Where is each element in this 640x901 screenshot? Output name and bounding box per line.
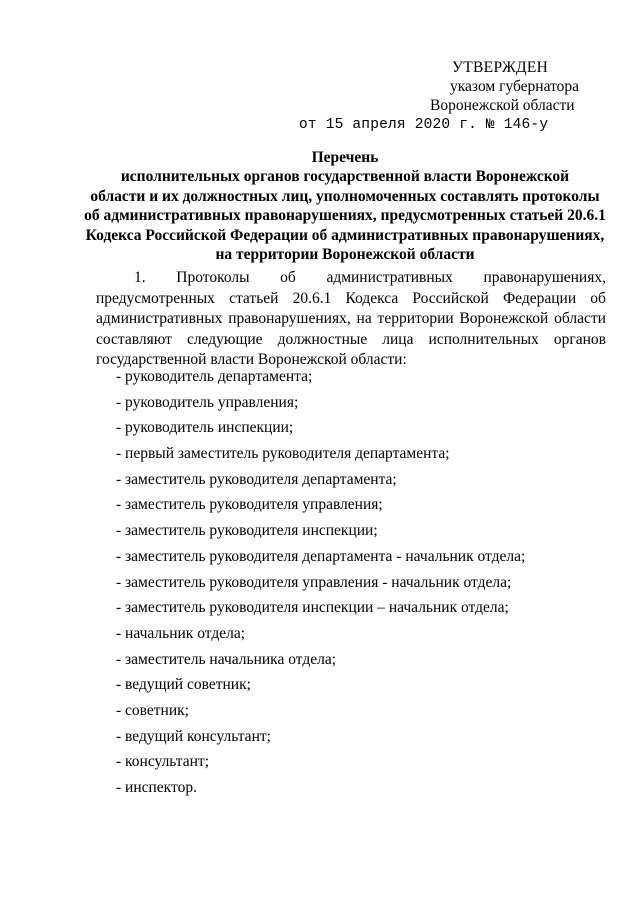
title-line: области и их должностных лиц, уполномоченных составлять протоколы: [90, 187, 600, 205]
list-item: - ведущий советник;: [116, 676, 251, 694]
word: на: [356, 310, 372, 327]
list-item: - ведущий консультант;: [116, 727, 271, 745]
decree-date-number: от 15 апреля 2020 г. № 146-у: [299, 117, 549, 133]
word: Воронежской: [459, 310, 549, 327]
list-item: - заместитель руководителя инспекции;: [116, 522, 378, 540]
list-item: - первый заместитель руководителя департамента;: [116, 445, 450, 463]
word: исполнительных: [428, 330, 539, 348]
approval-status: УТВЕРЖДЕН: [452, 59, 549, 76]
title-line: исполнительных органов государственной власти Воронежской: [120, 168, 570, 186]
document-title: [80, 148, 610, 264]
list-item: - руководитель управления;: [116, 393, 299, 411]
paragraph-line: [96, 330, 606, 351]
list-item: - инспектор.: [116, 779, 197, 796]
word: территории: [377, 310, 454, 327]
word: Российской: [412, 289, 489, 307]
section-number: 1.: [134, 269, 146, 286]
title-line: об административных правонарушениях, предусмотренных статьей 20.6.1: [84, 207, 606, 225]
word: об: [280, 269, 296, 286]
word: Кодекса: [345, 289, 399, 307]
paragraph-line: [96, 289, 606, 310]
approval-stamp: [430, 58, 630, 115]
word: 20.6.1: [292, 289, 332, 307]
word: правонарушениях,: [228, 310, 351, 327]
word: об: [590, 289, 606, 307]
word: Протоколы: [176, 269, 250, 286]
word: административных: [96, 310, 223, 327]
list-item: - консультант;: [116, 753, 209, 771]
word: лица: [382, 330, 414, 348]
list-item: - руководитель департамента;: [116, 368, 313, 385]
paragraph-line: [96, 309, 606, 330]
list-item: - заместитель руководителя управления;: [116, 496, 383, 514]
title-line: Кодекса Российской Федерации об административных правонарушениях,: [85, 226, 605, 244]
word: должностные: [277, 330, 368, 348]
title-heading: Перечень: [311, 149, 379, 166]
list-item: - заместитель руководителя управления - начальник отдела;: [116, 573, 512, 591]
title-line: на территории Воронежской области: [215, 246, 475, 264]
paragraph-line: [96, 268, 606, 289]
approval-by: указом губернатора: [450, 78, 580, 95]
word: органов: [553, 330, 606, 348]
word: правонарушениях,: [483, 269, 606, 286]
paragraph-line: государственной власти Воронежской области:: [96, 351, 407, 368]
list-item: - заместитель руководителя департамента - начальник отдела;: [116, 547, 526, 565]
word: Федерации: [502, 289, 577, 307]
list-item: - заместитель руководителя департамента;: [116, 470, 397, 488]
word: предусмотренных: [96, 289, 215, 307]
list-item: - заместитель начальника отдела;: [116, 650, 337, 668]
section-1-paragraph: [96, 268, 606, 371]
word: административных: [326, 269, 453, 286]
list-item: - начальник отдела;: [116, 624, 246, 642]
approval-region: Воронежской области: [430, 97, 575, 114]
list-item: - руководитель инспекции;: [116, 419, 294, 437]
word: статьей: [229, 289, 279, 307]
word: составляют: [96, 330, 172, 348]
word: области: [554, 310, 606, 327]
officials-list: [116, 367, 525, 804]
list-item: - заместитель руководителя инспекции – начальник отдела;: [116, 599, 509, 617]
list-item: - советник;: [116, 701, 189, 719]
word: следующие: [186, 330, 263, 348]
